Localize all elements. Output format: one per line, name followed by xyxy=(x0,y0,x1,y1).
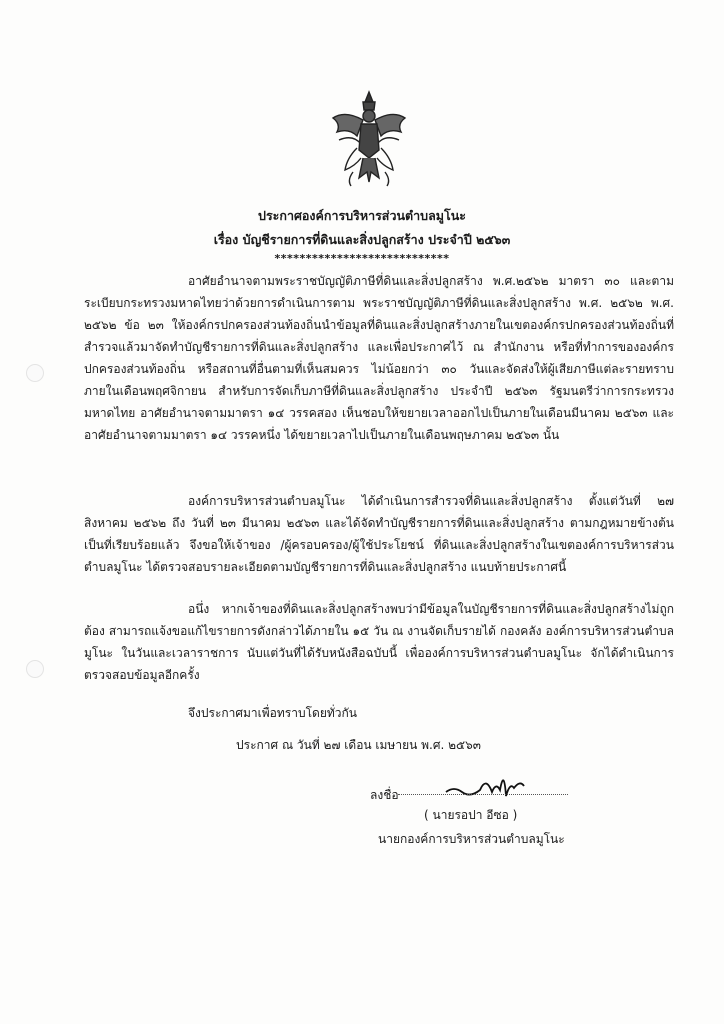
announcement-title: ประกาศองค์การบริหารส่วนตำบลมูโนะ xyxy=(258,208,466,223)
signer-name: ( นายรอปา อีซอ ) xyxy=(424,808,518,822)
punch-hole xyxy=(26,660,44,678)
signature-line xyxy=(398,794,568,795)
handwritten-signature xyxy=(440,762,530,802)
announcement-subject: เรื่อง บัญชีรายการที่ดินและสิ่งปลูกสร้าง ประจำปี ๒๕๖๓ xyxy=(213,232,511,247)
punch-hole xyxy=(26,364,44,382)
body-paragraph-1: อาศัยอำนาจตามพระราชบัญญัติภาษีที่ดินและสิ่งปลูกสร้าง พ.ศ.๒๕๖๒ มาตรา ๓๐ และตามระเบียบกระทรวงมหาดไทยว่าด้วยการดำเนินการตาม พระราชบัญญัติภาษีที่ดินและสิ่งปลูกสร้าง พ.ศ. ๒๕๖๒ พ.ศ. ๒๕๖๒ ข้อ ๒๓ ให้องค์กรปกครองส่วนท้องถิ่นนำข้อมูลที่ดินและสิ่งปลูกสร้างภายในเขตองค์กรปกครองส่วนท้องถิ่นที่สำรวจแล้วมาจัดทำบัญชีรายการที่ดินและสิ่งปลูกสร้าง และเพื่อประกาศไว้ ณ สำนักงาน หรือที่ทำการขององค์กรปกครองส่วนท้องถิ่น หรือสถานที่อื่นตามที่เห็นสมควร ไม่น้อยกว่า ๓๐ วันและจัดส่งให้ผู้เสียภาษีแต่ละรายทราบภายในเดือนพฤศจิกายน สำหรับการจัดเก็บภาษีที่ดินและสิ่งปลูกสร้าง ประจำปี ๒๕๖๓ รัฐมนตรีว่าการกระทรวงมหาดไทย อาศัยอำนาจตามมาตรา ๑๔ วรรคสอง เห็นชอบให้ขยายเวลาออกไปเป็นภายในเดือนมีนาคม ๒๕๖๓ และอาศัยอำนาจตามมาตรา ๑๔ วรรคหนึ่ง ได้ขยายเวลาไปเป็นภายในเดือนพฤษภาคม ๒๕๖๓ นั้น xyxy=(84,274,674,442)
garuda-emblem-icon xyxy=(327,88,411,192)
body-paragraph-3: อนึ่ง หากเจ้าของที่ดินและสิ่งปลูกสร้างพบว่ามีข้อมูลในบัญชีรายการที่ดินและสิ่งปลูกสร้างไม่ถูกต้อง สามารถแจ้งขอแก้ไขรายการดังกล่าวได้ภายใน ๑๕ วัน ณ งานจัดเก็บรายได้ กองคลัง องค์การบริหารส่วนตำบลมูโนะ ในวันและเวลาราชการ นับแต่วันที่ได้รับหนังสือฉบับนี้ เพื่อองค์การบริหารส่วนตำบลมูโนะ จักได้ดำเนินการตรวจสอบข้อมูลอีกครั้ง xyxy=(84,602,674,682)
body-paragraph-2: องค์การบริหารส่วนตำบลมูโนะ ได้ดำเนินการสำรวจที่ดินและสิ่งปลูกสร้าง ตั้งแต่วันที่ ๒๗ สิงหาคม ๒๕๖๒ ถึง วันที่ ๒๓ มีนาคม ๒๕๖๓ และได้จัดทำบัญชีรายการที่ดินและสิ่งปลูกสร้าง ตามกฎหมายข้างต้นเป็นที่เรียบร้อยแล้ว จึงขอให้เจ้าของ /ผู้ครอบครอง/ผู้ใช้ประโยชน์ ที่ดินและสิ่งปลูกสร้างในเขตองค์การบริหารส่วนตำบลมูโนะ ได้ตรวจสอบรายละเอียดตามบัญชีรายการที่ดินและสิ่งปลูกสร้าง แนบท้ายประกาศนี้ xyxy=(84,494,674,574)
separator-stars: **************************** xyxy=(274,252,450,265)
signer-position: นายกองค์การบริหารส่วนตำบลมูโนะ xyxy=(378,832,565,846)
announcement-date: ประกาศ ณ วันที่ ๒๗ เดือน เมษายน พ.ศ. ๒๕๖๓ xyxy=(236,738,481,752)
closing-text: จึงประกาศมาเพื่อทราบโดยทั่วกัน xyxy=(188,706,357,720)
signature-label: ลงชื่อ xyxy=(370,788,399,802)
